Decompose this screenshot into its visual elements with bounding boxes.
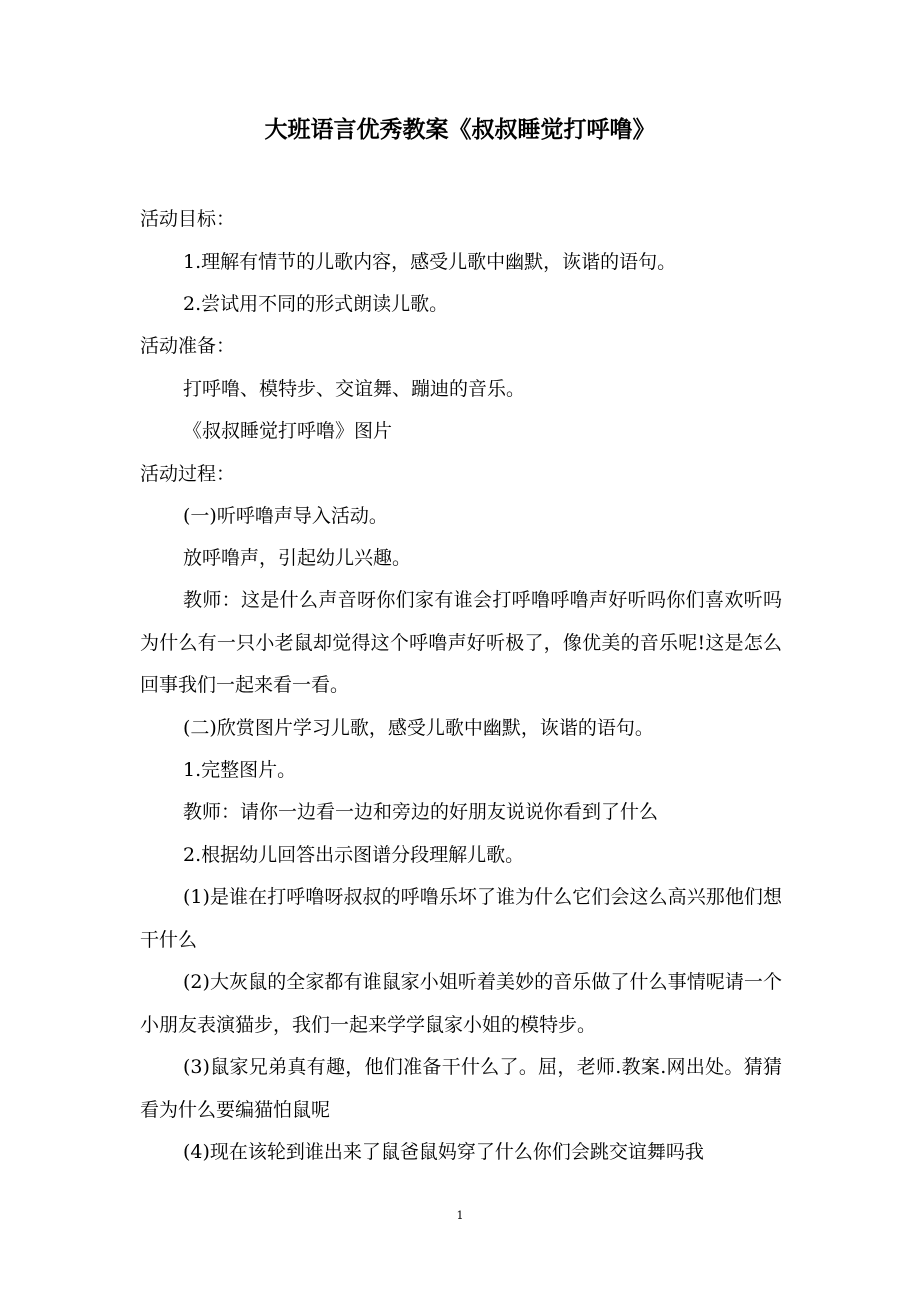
process-step-1-text: 放呼噜声，引起幼儿兴趣。	[183, 547, 412, 569]
question-paragraph-4: (4)现在该轮到谁出来了鼠爸鼠妈穿了什么你们会跳交谊舞吗我	[183, 1141, 704, 1163]
section-heading-goals: 活动目标：	[140, 208, 236, 230]
section-heading-preparation: 活动准备：	[140, 335, 236, 357]
question-paragraph-3: (3)鼠家兄弟真有趣，他们准备干什么了。屈，老师.教案.网出处。猜猜看为什么要编猫怕鼠呢	[140, 1056, 782, 1121]
teacher-question: 教师：请你一边看一边和旁边的好朋友说说你看到了什么	[183, 801, 659, 823]
process-step-2-item-1: 1.完整图片。	[183, 759, 297, 781]
goal-item-1: 1.理解有情节的儿歌内容，感受儿歌中幽默，诙谐的语句。	[183, 251, 677, 273]
question-paragraph-2: (2)大灰鼠的全家都有谁鼠家小姐听着美妙的音乐做了什么事情呢请一个小朋友表演猫步，我们一起来学学鼠家小姐的模特步。	[140, 971, 782, 1036]
section-heading-process: 活动过程：	[140, 463, 236, 485]
process-step-2-heading: (二)欣赏图片学习儿歌，感受儿歌中幽默，诙谐的语句。	[183, 717, 654, 739]
process-step-2-item-2: 2.根据幼儿回答出示图谱分段理解儿歌。	[183, 844, 525, 866]
preparation-item-picture: 《叔叔睡觉打呼噜》图片	[183, 420, 393, 442]
teacher-dialogue-paragraph: 教师：这是什么声音呀你们家有谁会打呼噜呼噜声好听吗你们喜欢听吗为什么有一只小老鼠却觉得这个呼噜声好听极了，像优美的音乐呢!这是怎么回事我们一起来看一看。	[140, 589, 782, 696]
preparation-item-music: 打呼噜、模特步、交谊舞、蹦迪的音乐。	[183, 378, 526, 400]
goal-item-2: 2.尝试用不同的形式朗读儿歌。	[183, 293, 449, 315]
page-number: 1	[456, 1209, 464, 1222]
process-step-1-heading: (一)听呼噜声导入活动。	[183, 505, 388, 527]
question-paragraph-1: (1)是谁在打呼噜呀叔叔的呼噜乐坏了谁为什么它们会这么高兴那他们想干什么	[140, 886, 782, 951]
page-title: 大班语言优秀教案《叔叔睡觉打呼噜》	[264, 117, 656, 143]
